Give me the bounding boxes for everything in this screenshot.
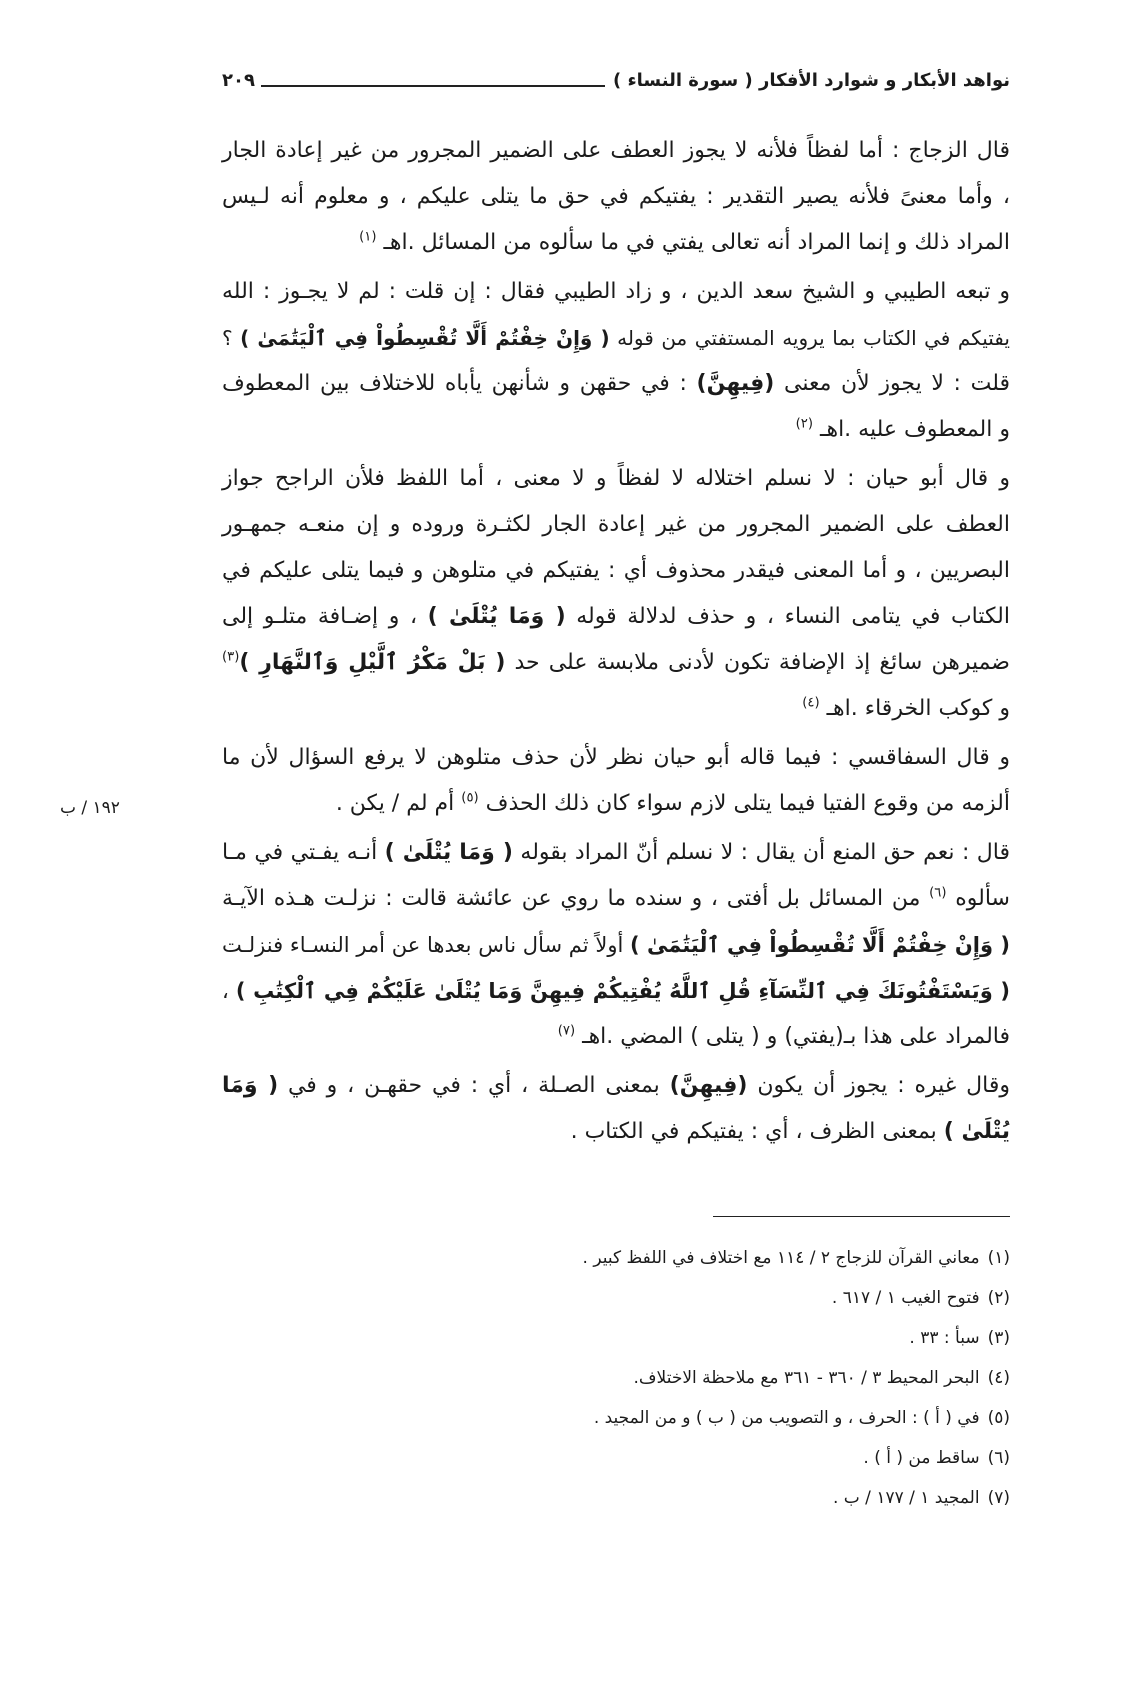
footnote-number: (٧) bbox=[987, 1488, 1010, 1508]
quran-quote: ( وَيَسْتَفْتُونَكَ فِي ٱلنِّسَآءِ قُلِ ٱللَّهُ يُفْتِيكُمْ فِيهِنَّ وَمَا يُتْلَىٰ عَلَيْكُمْ فِي ٱلْكِتَٰبِ ) bbox=[235, 979, 1011, 1003]
quran-quote: يُتْلَىٰ ) bbox=[943, 1119, 1010, 1144]
paragraph bbox=[222, 456, 1010, 732]
text-line bbox=[222, 640, 1010, 686]
body-text: و كوكب الخرقاء .اهـ bbox=[819, 696, 1010, 721]
body-text: الكتاب في يتامى النساء ، و حذف لدلالة قوله bbox=[565, 604, 1010, 629]
footnote-text: المجيد ١ / ١٧٧ / ب . bbox=[832, 1488, 980, 1508]
paragraph bbox=[222, 1063, 1010, 1155]
text-line bbox=[222, 1063, 1010, 1109]
body-text: فالمراد على هذا بـ(يفتي) و ( يتلى ) المضي .اهـ bbox=[575, 1024, 1010, 1049]
running-header-title: نواهد الأبكار و شوارد الأفكار ( سورة النساء ) bbox=[612, 70, 1010, 91]
footnote bbox=[222, 1358, 1010, 1398]
footnote-ref: (٣) bbox=[222, 649, 240, 665]
quran-quote: ( وَإِنْ خِفْتُمْ أَلَّا تُقْسِطُواْ فِي ٱلْيَتَٰمَىٰ ) bbox=[630, 933, 1010, 957]
body-text: ألزمه من وقوع الفتيا فيما يتلى لازم سواء كان ذلك الحذف bbox=[478, 791, 1010, 816]
text-line bbox=[222, 1014, 1010, 1060]
body-text: قال : نعم حق المنع أن يقال : لا نسلم أنّ المراد بقوله bbox=[512, 840, 1010, 865]
footnote-text: سبأ : ٣٣ . bbox=[909, 1328, 980, 1348]
quran-quote: ( وَمَا يُتْلَىٰ ) bbox=[427, 604, 566, 629]
text-line bbox=[222, 922, 1010, 968]
footnote-number: (٢) bbox=[987, 1288, 1010, 1308]
paragraph bbox=[222, 830, 1010, 1060]
header-rule bbox=[261, 85, 605, 87]
quran-quote: ( بَلْ مَكْرُ ٱلَّيْلِ وَٱلنَّهَارِ ) bbox=[239, 650, 506, 675]
body-text: ، و إضـافة متلـو إلى bbox=[222, 604, 428, 629]
quran-quote: (فِيهِنَّ) bbox=[696, 371, 775, 396]
body-text: من المسائل بل أفتى ، و سنده ما روي عن عائشة قالت : نزلـت هـذه الآيـة bbox=[222, 886, 930, 911]
body-text: ضميرهن سائغ إذ الإضافة تكون لأدنى ملابسة على حد bbox=[505, 650, 1010, 675]
page-number: ٢٠٩ bbox=[222, 70, 255, 91]
paragraph bbox=[222, 128, 1010, 266]
footnote-number: (٦) bbox=[987, 1448, 1010, 1468]
paragraph bbox=[222, 735, 1010, 827]
quran-quote: ( وَإِنْ خِفْتُمْ أَلَّا تُقْسِطُواْ فِي ٱلْيَتَٰمَىٰ ) bbox=[240, 326, 610, 350]
body-text: و قال أبو حيان : لا نسلم اختلاله لا لفظاً و لا معنى ، أما اللفظ فلأن الراجح جواز bbox=[222, 466, 1010, 491]
paragraph bbox=[222, 269, 1010, 453]
footnote-number: (٣) bbox=[987, 1328, 1010, 1348]
main-text bbox=[222, 128, 1010, 1155]
body-text: بمعنى الظرف ، أي : يفتيكم في الكتاب . bbox=[570, 1119, 944, 1144]
text-line bbox=[222, 407, 1010, 453]
footnote-text: ساقط من ( أ ) . bbox=[863, 1448, 980, 1468]
text-line bbox=[222, 315, 1010, 361]
body-text: المراد ذلك و إنما المراد أنه تعالى يفتي في ما سألوه من المسائل .اهـ bbox=[376, 230, 1010, 255]
footnote bbox=[222, 1478, 1010, 1518]
footnote-ref: (٧) bbox=[557, 1023, 576, 1039]
footnote-text: معاني القرآن للزجاج ٢ / ١١٤ مع اختلاف في اللفظ كبير . bbox=[582, 1248, 980, 1268]
body-text: أنـه يفـتي في مـا bbox=[222, 840, 385, 865]
body-text: ، bbox=[222, 979, 236, 1003]
text-line bbox=[222, 686, 1010, 732]
body-text: و المعطوف عليه .اهـ bbox=[813, 417, 1010, 442]
body-text: ، وأما معنىً فلأنه يصير التقدير : يفتيكم في حق ما يتلى عليكم ، و معلوم أنه لـيس bbox=[222, 184, 1010, 209]
folio-margin-note: ١٩٢ / ب bbox=[60, 798, 120, 818]
footnote bbox=[222, 1398, 1010, 1438]
footnote bbox=[222, 1238, 1010, 1278]
body-text: أم لم / يكن . bbox=[335, 791, 462, 816]
body-text: قلت : لا يجوز لأن معنى bbox=[774, 371, 1010, 396]
text-line bbox=[222, 502, 1010, 548]
quran-quote: ( وَمَا bbox=[222, 1073, 279, 1098]
body-text: سألوه bbox=[946, 886, 1010, 911]
footnote-ref: (١) bbox=[359, 229, 377, 245]
text-line bbox=[222, 781, 1010, 827]
text-line bbox=[222, 456, 1010, 502]
text-line bbox=[222, 361, 1010, 407]
footnote-separator bbox=[713, 1216, 1010, 1217]
text-line bbox=[222, 269, 1010, 315]
footnote-ref: (٢) bbox=[795, 416, 814, 432]
footnotes bbox=[222, 1238, 1010, 1518]
text-line bbox=[222, 735, 1010, 781]
text-line bbox=[222, 548, 1010, 594]
body-text: أولاً ثم سأل ناس بعدها عن أمر النسـاء فنزلـت bbox=[222, 933, 631, 957]
body-text: قال الزجاج : أما لفظاً فلأنه لا يجوز العطف على الضمير المجرور من غير إعادة الجار bbox=[222, 138, 1010, 163]
footnote-ref: (٤) bbox=[802, 695, 820, 711]
running-header bbox=[222, 62, 1010, 96]
footnote-ref: (٦) bbox=[929, 885, 947, 901]
text-line bbox=[222, 1109, 1010, 1155]
body-text: و تبعه الطيبي و الشيخ سعد الدين ، و زاد الطيبي فقال : إن قلت : لم لا يجـوز : الله bbox=[222, 279, 1010, 304]
text-line bbox=[222, 830, 1010, 876]
footnote-text: فتوح الغيب ١ / ٦١٧ . bbox=[831, 1288, 980, 1308]
body-text: وقال غيره : يجوز أن يكون bbox=[747, 1073, 1010, 1098]
text-line bbox=[222, 594, 1010, 640]
body-text: يفتيكم في الكتاب بما يرويه المستفتي من قوله bbox=[609, 326, 1010, 350]
footnote-ref: (٥) bbox=[461, 790, 479, 806]
footnote-number: (١) bbox=[987, 1248, 1010, 1268]
body-text: بمعنى الصـلة ، أي : في حقهـن ، و في bbox=[278, 1073, 670, 1098]
text-line bbox=[222, 968, 1010, 1014]
footnote bbox=[222, 1438, 1010, 1478]
body-text: و قال السفاقسي : فيما قاله أبو حيان نظر لأن حذف متلوهن لا يرفع السؤال لأن ما bbox=[222, 745, 1010, 770]
footnote-text: في ( أ ) : الحرف ، و التصويب من ( ب ) و من المجيد . bbox=[593, 1408, 980, 1428]
footnote bbox=[222, 1278, 1010, 1318]
quran-quote: (فِيهِنَّ) bbox=[669, 1073, 748, 1098]
footnote-number: (٥) bbox=[987, 1408, 1010, 1428]
footnote bbox=[222, 1318, 1010, 1358]
footnote-number: (٤) bbox=[987, 1368, 1010, 1388]
text-line bbox=[222, 876, 1010, 922]
text-line bbox=[222, 128, 1010, 174]
body-text: العطف على الضمير المجرور من غير إعادة الجار لكثـرة وروده و إن منعـه جمهـور bbox=[222, 512, 1010, 537]
footnote-text: البحر المحيط ٣ / ٣٦٠ - ٣٦١ مع ملاحظة الاختلاف. bbox=[633, 1368, 980, 1388]
quran-quote: ( وَمَا يُتْلَىٰ ) bbox=[384, 840, 513, 865]
body-text: : في حقهن و شأنهن يأباه للاختلاف بين المعطوف bbox=[222, 371, 697, 396]
text-line bbox=[222, 174, 1010, 220]
text-line bbox=[222, 220, 1010, 266]
body-text: ؟ bbox=[222, 326, 241, 350]
body-text: البصريين ، و أما المعنى فيقدر محذوف أي : يفتيكم في متلوهن و فيما يتلى عليكم في bbox=[222, 558, 1010, 583]
